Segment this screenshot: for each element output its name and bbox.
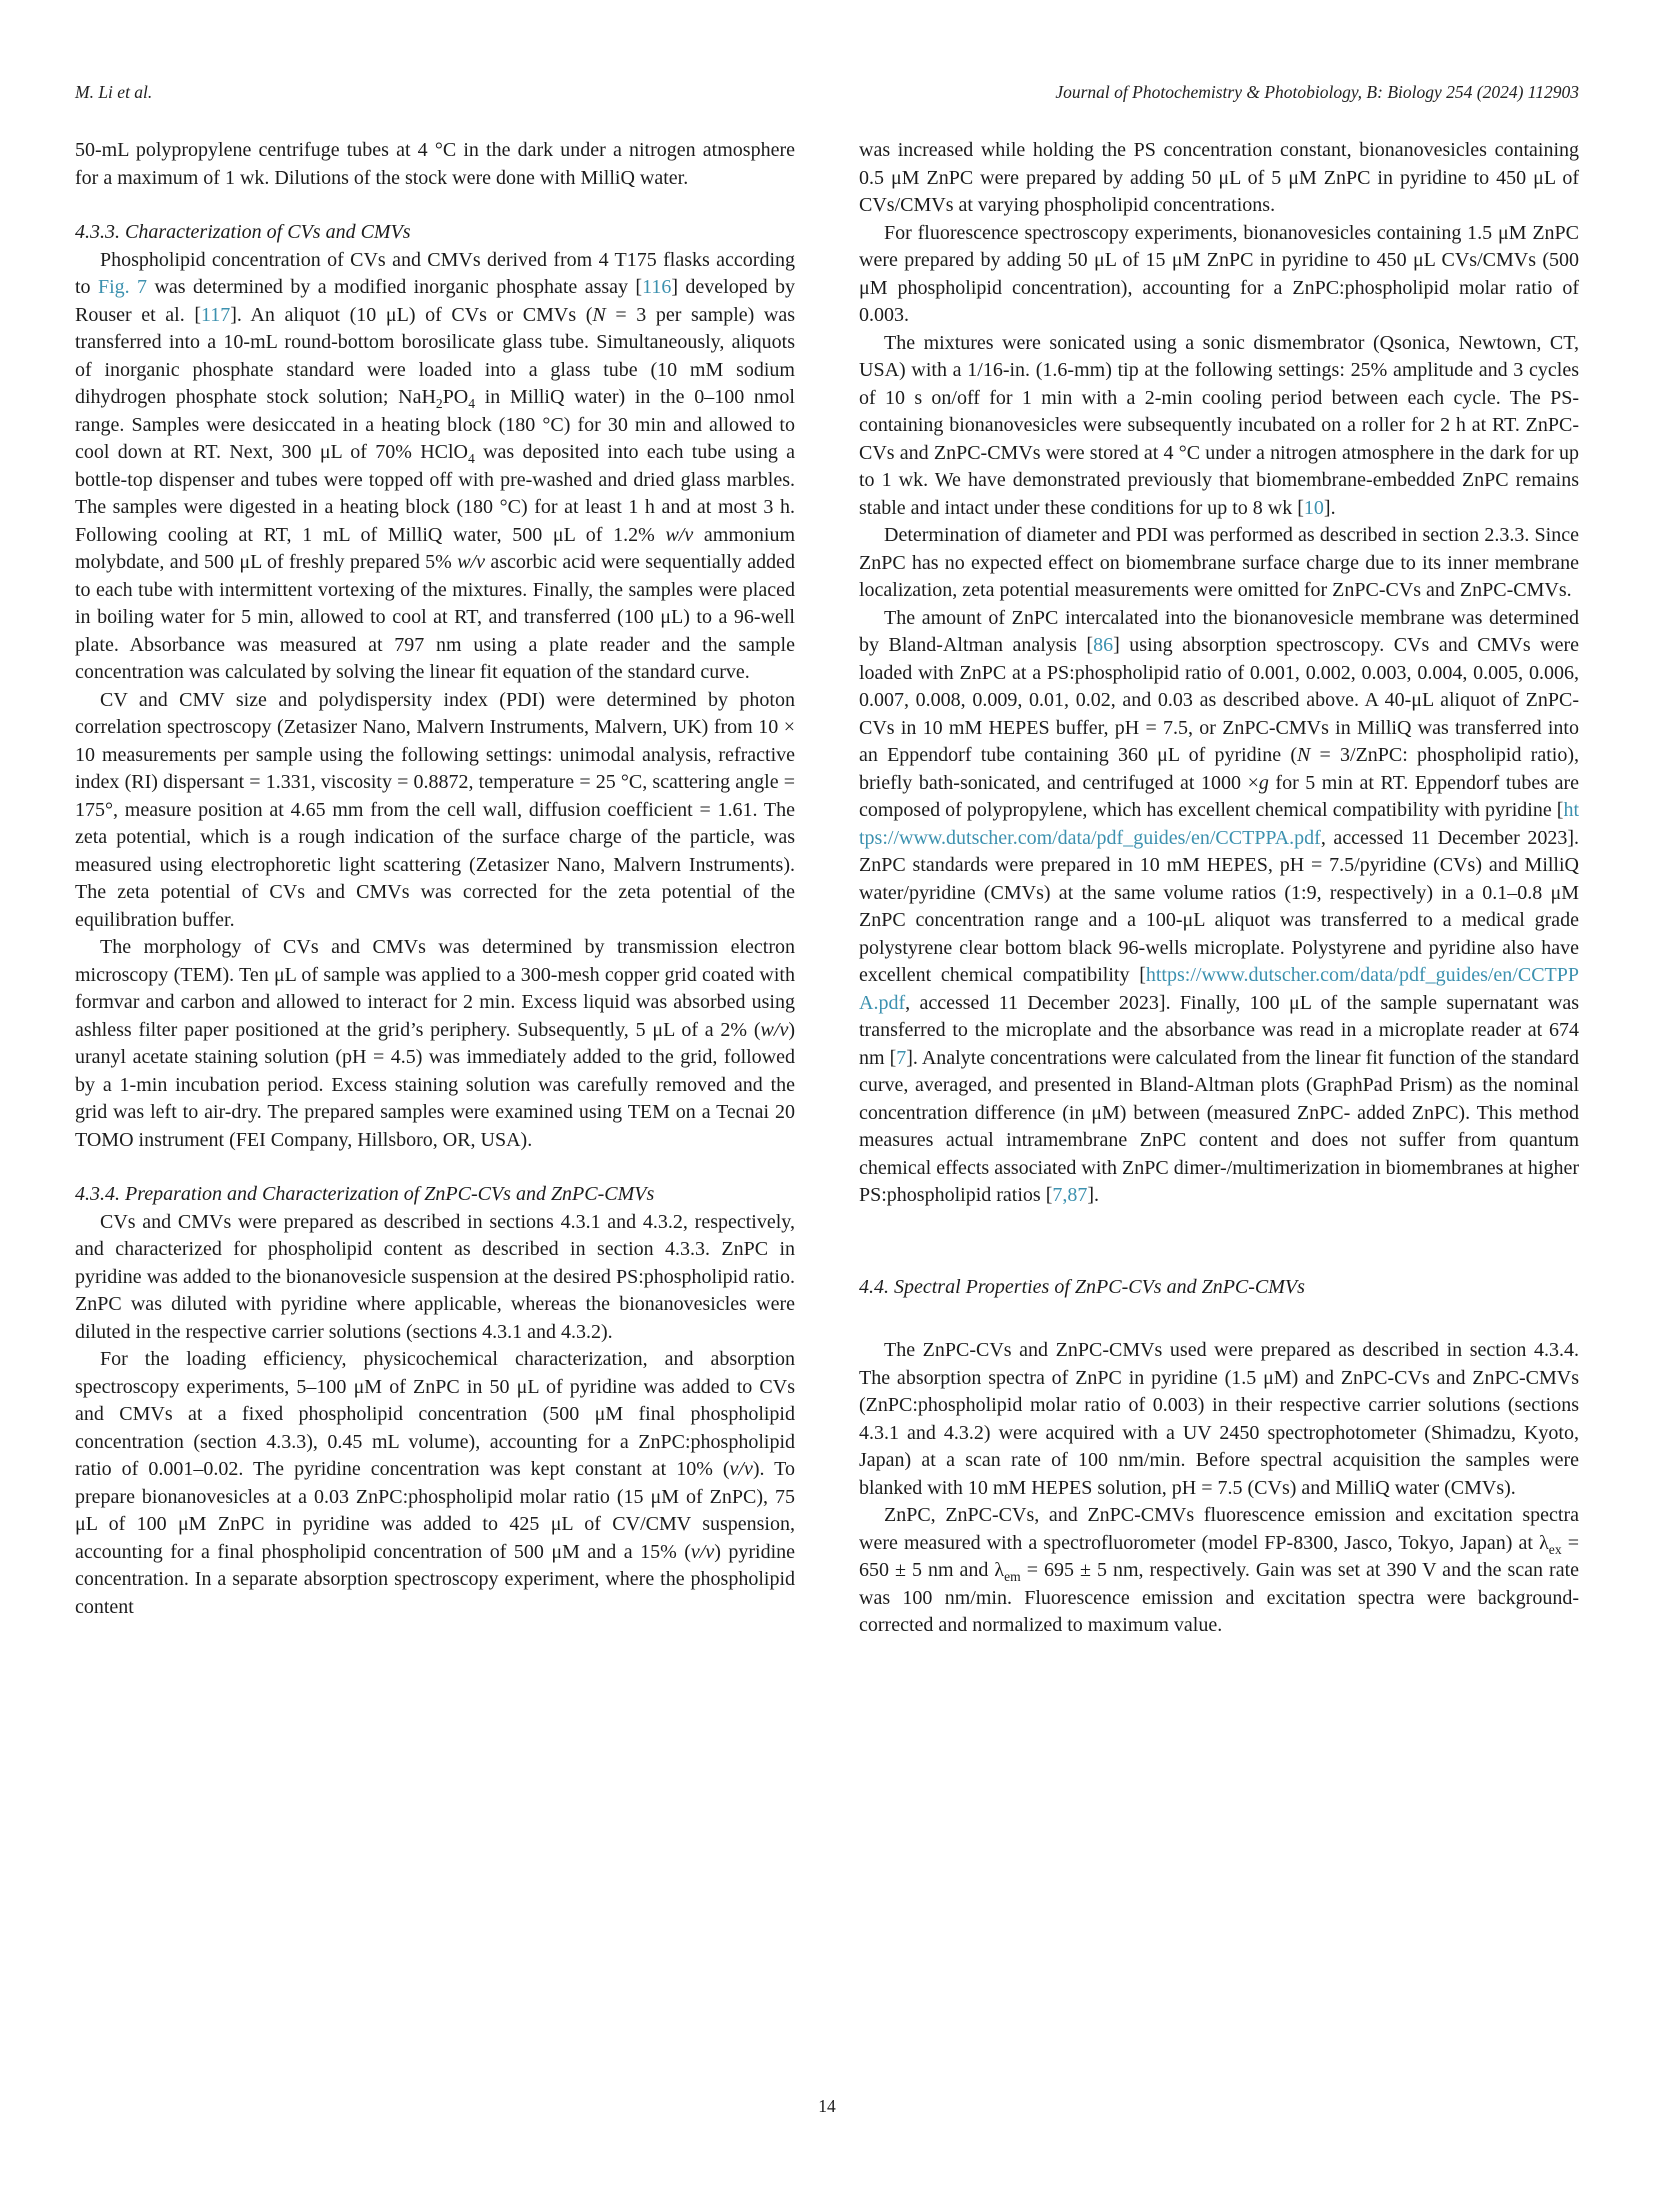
paragraph: Phospholipid concentration of CVs and CMVs derived from 4 T175 flasks according to Fig. 7 was determined by a modified inorganic phosphate assay [116] developed by Rouser et al. [117]. An aliquot (10 μL) of CVs or CMVs (N = 3 per sample) was transferred into a 10-mL round-bottom borosilicate glass tube. Simultaneously, aliquots of inorganic phosphate standard were loaded into a glass tube (10 mM sodium dihydrogen phosphate stock solution; $NaH_2PO_4$ in MilliQ water) in the 0–100 nmol range. Samples were desiccated in a heating block (180 °C) for 30 min and allowed to cool down at RT. Next, 300 μL of 70% HClO$_4$ was deposited into each tube using a bottle-top dispenser and tubes were topped off with pre-washed and dried glass marbles. The samples were digested in a heating block (180 °C) for at least 1 h and at most 3 h. Following cooling at RT, 1 mL of MilliQ water, 500 μL of 1.2% w/v ammonium molybdate, and 500 μL of freshly prepared 5% w/v ascorbic acid were sequentially added to each tube with intermittent vortexing of the mixtures. Finally, the samples were placed in boiling water for 5 min, allowed to cool at RT, and transferred (100 μL) to a 96-well plate. Absorbance was measured at 797 nm using a plate reader and the sample concentration was calculated by solving the linear fit equation of the standard curve. xyxy=(75,248,796,683)
left-column xyxy=(75,137,795,1640)
italic-text: g xyxy=(1258,771,1269,794)
paragraph: For fluorescence spectroscopy experiments, bionanovesicles containing 1.5 μM ZnPC were prepared by adding 50 μL of 15 μM ZnPC in pyridine to 450 μL CVs/CMVs (500 μM phospholipid concentration), accounting for a ZnPC:phospholipid molar ratio of 0.003. xyxy=(859,221,1579,326)
italic-text: w/v xyxy=(665,523,694,546)
url-link[interactable]: https://www.dutscher.com/data/pdf_guides/en/CCTPPA.pdf xyxy=(859,964,1579,1014)
italic-text: N xyxy=(592,303,606,326)
url-link[interactable]: https://www.dutscher.com/data/pdf_guides/en/CCTPPA.pdf xyxy=(859,799,1579,849)
italic-text: v/v xyxy=(729,1458,753,1480)
paragraph: CVs and CMVs were prepared as described in sections 4.3.1 and 4.3.2, respectively, and characterized for phospholipid content as described in section 4.3.3. ZnPC in pyridine was added to the bionanovesicle suspension at the desired PS:phospholipid ratio. ZnPC was diluted with pyridine where applicable, whereas the bionanovesicles were diluted in the respective carrier solutions (sections 4.3.1 and 4.3.2). xyxy=(75,1210,795,1343)
paragraph: 50-mL polypropylene centrifuge tubes at 4 °C in the dark under a nitrogen atmosphere for a maximum of 1 wk. Dilutions of the stock were done with MilliQ water. xyxy=(75,139,795,189)
running-head-authors: M. Li et al. xyxy=(75,82,153,102)
reference-link[interactable]: 86 xyxy=(1093,634,1114,656)
article-body xyxy=(75,137,1579,1640)
reference-link[interactable]: 7 xyxy=(896,1046,907,1069)
reference-link[interactable]: 117 xyxy=(201,303,231,326)
italic-text: w/v xyxy=(457,551,485,573)
reference-link[interactable]: 116 xyxy=(642,276,672,298)
page-number: 14 xyxy=(818,2096,836,2116)
subscript: 2 xyxy=(435,396,443,411)
paragraph: CV and CMV size and polydispersity index (PDI) were determined by photon correlation spectroscopy (Zetasizer Nano, Malvern Instruments, Malvern, UK) from 10 × 10 measurements per sample using the following settings: unimodal analysis, refractive index (RI) dispersant = 1.331, viscosity = 0.8872, temperature = 25 °C, scattering angle = 175°, measure position at 4.65 mm from the cell wall, diffusion coefficient = 1.61. The zeta potential, which is a rough indication of the surface charge of the particle, was measured using electrophoretic light scattering (Zetasizer Nano, Malvern Instruments). The zeta potential of CVs and CMVs was corrected for the zeta potential of the equilibration buffer. xyxy=(75,688,795,931)
paragraph: The morphology of CVs and CMVs was determined by transmission electron microscopy (TEM). Ten μL of sample was applied to a 300-mesh copper grid coated with formvar and carbon and allowed to interact for 2 min. Excess liquid was absorbed using ashless filter paper positioned at the grid’s periphery. Subsequently, 5 μL of a 2% (w/v) uranyl acetate staining solution (pH = 4.5) was immediately added to the grid, followed by a 1-min incubation period. Excess staining solution was carefully removed and the grid was left to air-dry. The prepared samples were examined using TEM on a Tecnai 20 TOMO instrument (FEI Company, Hillsboro, OR, USA). xyxy=(75,936,795,1151)
subscript: ex xyxy=(1548,1541,1562,1557)
italic-text: N xyxy=(1296,744,1311,766)
italic-text: w/v xyxy=(760,1018,789,1041)
paragraph: ZnPC, ZnPC-CVs, and ZnPC-CMVs fluorescence emission and excitation spectra were measured with a spectrofluorometer (model FP-8300, Jasco, Tokyo, Japan) at $\lambda_{ex} = 650 \pm 5$ nm and $\lambda_{em} = 695 \pm 5$ nm, respectively. Gain was set at 390 V and the scan rate was 100 nm/min. Fluorescence emission and excitation spectra were background-corrected and normalized to maximum value. xyxy=(859,1504,1579,1636)
paragraph: The amount of ZnPC intercalated into the bionanovesicle membrane was determined by Bland-Altman analysis [86] using absorption spectroscopy. CVs and CMVs were loaded with ZnPC at a PS:phospholipid ratio of 0.001, 0.002, 0.003, 0.004, 0.005, 0.006, 0.007, 0.008, 0.009, 0.01, 0.02, and 0.03 as described above. A 40-μL aliquot of ZnPC-CVs in 10 mM HEPES buffer, pH = 7.5, or ZnPC-CMVs in MilliQ was transferred into an Eppendorf tube containing 360 μL of pyridine (N = 3/ZnPC: phospholipid ratio), briefly bath-sonicated, and centrifuged at 1000 ×g for 5 min at RT. Eppendorf tubes are composed of polypropylene, which has excellent chemical compatibility with pyridine [https://www.dutscher.com/data/pdf_guides/en/CCTPPA.pdf, accessed 11 December 2023]. ZnPC standards were prepared in 10 mM HEPES, pH = 7.5/pyridine (CVs) and MilliQ water/pyridine (CMVs) at the same volume ratios (1:9, respectively) in a 0.1–0.8 μM ZnPC concentration range and a 100-μL aliquot was transferred to a medical grade polystyrene clear bottom black 96-wells microplate. Polystyrene and pyridine also have excellent chemical compatibility [https://www.dutscher.com/data/pdf_guides/en/CCTPPA.pdf, accessed 11 December 2023]. Finally, 100 μL of the sample supernatant was transferred to the microplate and the absorbance was read in a microplate reader at 674 nm [7]. Analyte concentrations were calculated from the linear fit function of the standard curve, averaged, and presented in Bland-Altman plots (GraphPad Prism) as the nominal concentration difference (in μM) between (measured ZnPC- added ZnPC). This method measures actual intramembrane ZnPC content and does not suffer from quantum chemical effects associated with ZnPC dimer-/multimerization in biomembranes at higher PS:phospholipid ratios [7,87]. xyxy=(859,606,1580,1206)
paragraph: The ZnPC-CVs and ZnPC-CMVs used were prepared as described in section 4.3.4. The absorption spectra of ZnPC in pyridine (1.5 μM) and ZnPC-CVs and ZnPC-CMVs (ZnPC:phospholipid molar ratio of 0.003) in their respective carrier solutions (sections 4.3.1 and 4.3.2) were acquired with a UV 2450 spectrophotometer (Shimadzu, Kyoto, Japan) at a scan rate of 100 nm/min. Before spectral acquisition the samples were blanked with 10 mM HEPES solution, pH = 7.5 (CVs) and MilliQ water (CMVs). xyxy=(859,1339,1579,1499)
italic-text: v/v xyxy=(690,1540,715,1563)
reference-link[interactable]: 7,87 xyxy=(1052,1184,1088,1206)
paragraph: For the loading efficiency, physicochemical characterization, and absorption spectroscopy experiments, 5–100 μM of ZnPC in 50 μL of pyridine was added to CVs and CMVs at a fixed phospholipid concentration (500 μM final phospholipid concentration (section 4.3.3), 0.45 mL volume), accounting for a ZnPC:phospholipid ratio of 0.001–0.02. The pyridine concentration was kept constant at 10% (v/v). To prepare bionanovesicles at a 0.03 ZnPC:phospholipid molar ratio (15 μM of ZnPC), 75 μL of 100 μM ZnPC in pyridine was added to 425 μL of CV/CMV suspension, accounting for a final phospholipid concentration of 500 μM and a 15% (v/v) pyridine concentration. In a separate absorption spectroscopy experiment, where the phospholipid content xyxy=(75,1348,796,1618)
reference-link[interactable]: 10 xyxy=(1303,496,1324,519)
paragraph: The mixtures were sonicated using a sonic dismembrator (Qsonica, Newtown, CT, USA) with a 1/16-in. (1.6-mm) tip at the following settings: 25% amplitude and 3 cycles of 10 s on/off for 1 min with a 2-min cooling period between each cycle. The PS-containing bionanovesicles were subsequently incubated on a roller for 2 h at RT. ZnPC-CVs and ZnPC-CMVs were stored at 4 °C under a nitrogen atmosphere in the dark for up to 1 wk. We have demonstrated previously that biomembrane-embedded ZnPC remains stable and intact under these conditions for up to 8 wk [10]. xyxy=(859,331,1579,519)
section-heading: 4.3.3. Characterization of CVs and CMVs xyxy=(75,221,411,243)
figure-link[interactable]: Fig. 7 xyxy=(97,276,148,298)
paragraph: Determination of diameter and PDI was performed as described in section 2.3.3. Since ZnPC has no expected effect on biomembrane surface charge due to its inner membrane localization, zeta potential measurements were omitted for ZnPC-CVs and ZnPC-CMVs. xyxy=(859,524,1579,601)
subscript: 4 xyxy=(468,451,475,466)
paragraph: was increased while holding the PS concentration constant, bionanovesicles containing 0.5 μM ZnPC were prepared by adding 50 μL of 5 μM ZnPC in pyridine to 450 μL of CVs/CMVs at varying phospholipid concentrations. xyxy=(859,139,1579,216)
subscript: 4 xyxy=(468,396,476,411)
right-column xyxy=(859,137,1579,1640)
running-head-journal: Journal of Photochemistry & Photobiology, B: Biology 254 (2024) 112903 xyxy=(1055,82,1579,102)
running-header xyxy=(75,82,1579,103)
section-heading: 4.4. Spectral Properties of ZnPC-CVs and ZnPC-CMVs xyxy=(859,1275,1305,1298)
section-heading: 4.3.4. Preparation and Characterization of ZnPC-CVs and ZnPC-CMVs xyxy=(75,1183,655,1205)
subscript: em xyxy=(1004,1569,1021,1584)
